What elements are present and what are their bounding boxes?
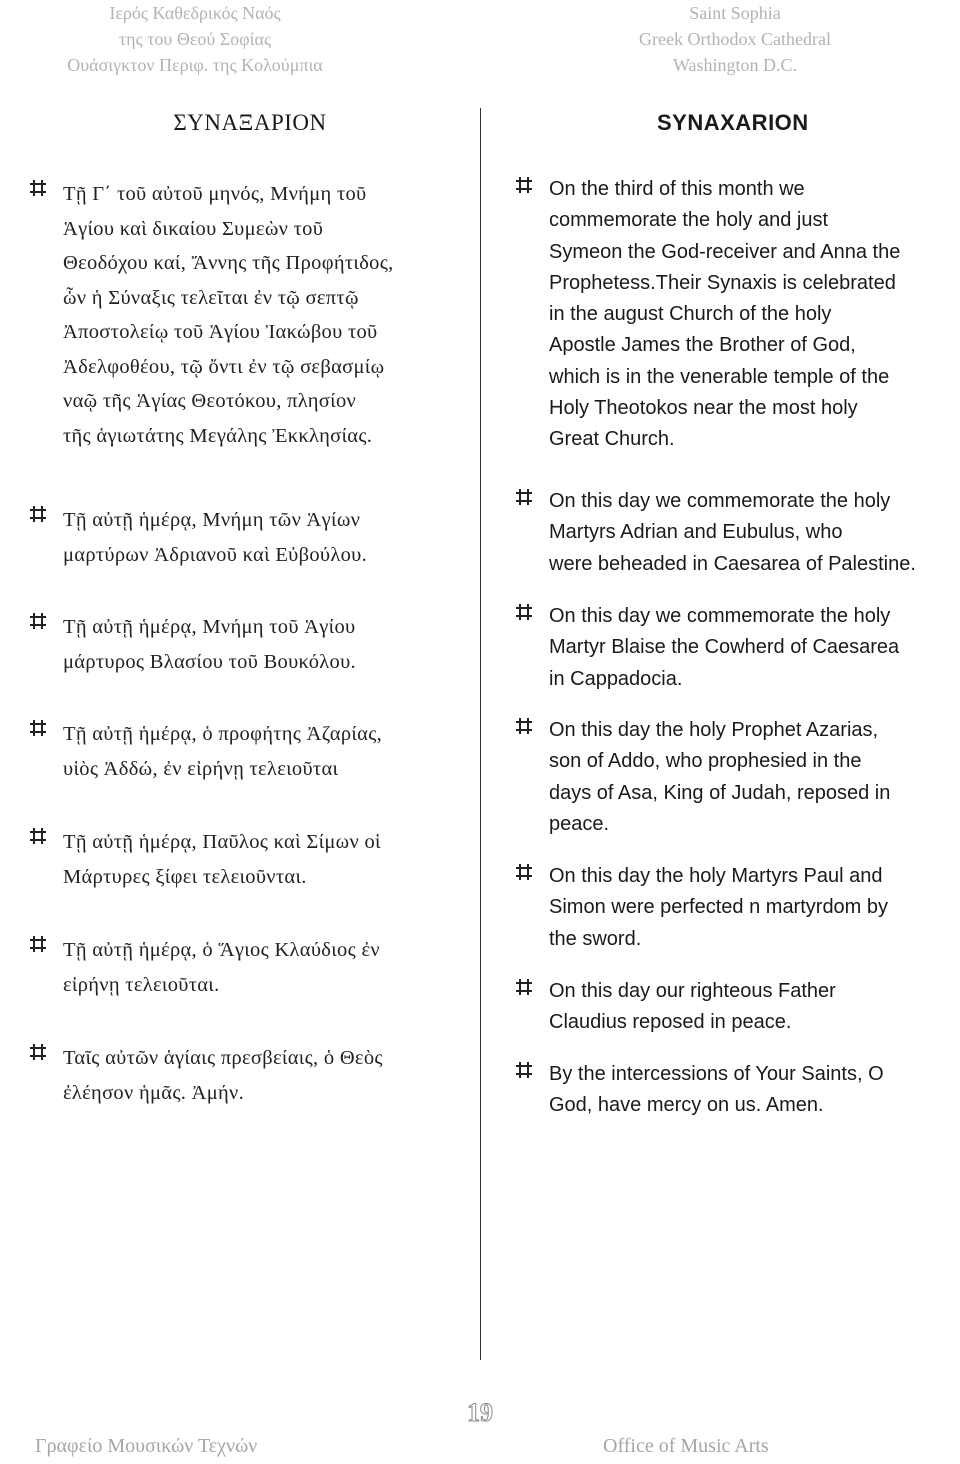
cross-square-icon <box>516 603 532 621</box>
cross-square-icon <box>30 827 46 845</box>
cross-square-icon <box>516 176 532 194</box>
english-entry-text: On this day we commemorate the holy Martyrs Adrian and Eubulus, who were beheaded in Caesarea of Palestine. <box>549 490 916 575</box>
header-greek-line-1: Ιερός Καθεδρικός Ναός <box>109 3 281 23</box>
cross-square-icon <box>516 978 532 996</box>
greek-entry-text: Τῇ αὐτῇ ἡμέρᾳ, ὁ προφήτης Ἀζαρίας, υἱὸς Ἀδδώ, ἐν εἰρήνῃ τελειοῦται <box>63 723 383 780</box>
greek-entry-text: Ταῖς αὐτῶν ἁγίαις πρεσβείαις, ὁ Θεὸς ἐλέησον ἡμᾶς. Ἀμήν. <box>63 1047 383 1104</box>
cross-square-icon <box>30 612 46 630</box>
cross-square-icon <box>516 863 532 881</box>
english-entry-text: By the intercessions of Your Saints, O God, have mercy on us. Amen. <box>549 1063 884 1117</box>
header-english-line-3: Washington D.C. <box>672 55 798 75</box>
header-greek-line-3: Ουάσιγκτον Περιφ. της Κολούμπια <box>67 55 323 75</box>
cross-square-icon <box>30 935 46 953</box>
greek-title: ΣΥΝΑΞΑΡΙΟΝ <box>173 110 327 135</box>
cross-square-icon <box>516 717 532 735</box>
greek-entry-text: Τῇ Γ΄ τοῦ αὐτοῦ μηνός, Μνήμη τοῦ Ἁγίου καὶ δικαίου Συμεὼν τοῦ Θεοδόχου καί, Ἄννης τῆς Προφήτιδος, ὧν ἡ Σύναξις τελεῖται ἐν τῷ σεπτῷ Ἀποστολείῳ τοῦ Ἁγίου Ἰακώβου τοῦ Ἀδελφοθέου, τῷ ὄντι ἐν τῷ σεβασμίῳ ναῷ τῆς Ἁγίας Θεοτόκου, πλησίον τῆς ἁγιωτάτης Μεγάλης Ἐκκλησίας. <box>63 183 394 447</box>
cross-square-icon <box>516 488 532 506</box>
header-greek-line-2: της του Θεού Σοφίας <box>118 29 272 49</box>
greek-entry-text: Τῇ αὐτῇ ἡμέρᾳ, Παῦλος καὶ Σίμων οἱ Μάρτυρες ξίφει τελειοῦνται. <box>63 831 381 888</box>
page-number: 19 <box>467 1398 493 1427</box>
english-entry-text: On this day we commemorate the holy Martyr Blaise the Cowherd of Caesarea in Cappadocia. <box>549 605 900 690</box>
cross-square-icon <box>516 1061 532 1079</box>
english-title: SYNAXARION <box>657 110 809 135</box>
cross-square-icon <box>30 179 46 197</box>
english-entry-text: On this day our righteous Father Claudius reposed in peace. <box>549 980 836 1034</box>
header-english <box>610 0 860 78</box>
english-entry-text: On the third of this month we commemorate the holy and just Symeon the God-receiver and Anna the Prophetess.Their Synaxis is celebrated in the august Church of the holy Apostle James the Brother of God, which is in the venerable temple of the Holy Theotokos near the most holy Great Church. <box>549 178 901 451</box>
greek-entry-text: Τῇ αὐτῇ ἡμέρᾳ, ὁ Ἅγιος Κλαύδιος ἐν εἰρήνῃ τελειοῦται. <box>63 939 380 996</box>
footer-greek: Γραφείο Μουσικών Τεχνών <box>35 1435 258 1457</box>
greek-entry-text: Τῇ αὐτῇ ἡμέρᾳ, Μνήμη τῶν Ἁγίων μαρτύρων Ἀδριανοῦ καὶ Εὐβούλου. <box>63 509 368 566</box>
column-divider <box>480 108 481 1360</box>
header-english-line-1: Saint Sophia <box>689 3 781 23</box>
footer-english: Office of Music Arts <box>603 1435 769 1457</box>
header-english-line-2: Greek Orthodox Cathedral <box>639 29 831 49</box>
header-greek <box>30 0 360 78</box>
cross-square-icon <box>30 719 46 737</box>
cross-square-icon <box>30 1043 46 1061</box>
english-entry-text: On this day the holy Prophet Azarias, son of Addo, who prophesied in the days of Asa, King of Judah, reposed in peace. <box>549 719 891 835</box>
cross-square-icon <box>30 505 46 523</box>
greek-entry-text: Τῇ αὐτῇ ἡμέρᾳ, Μνήμη τοῦ Ἁγίου μάρτυρος Βλασίου τοῦ Βουκόλου. <box>63 616 356 673</box>
english-entry-text: On this day the holy Martyrs Paul and Simon were perfected n martyrdom by the sword. <box>549 865 889 950</box>
